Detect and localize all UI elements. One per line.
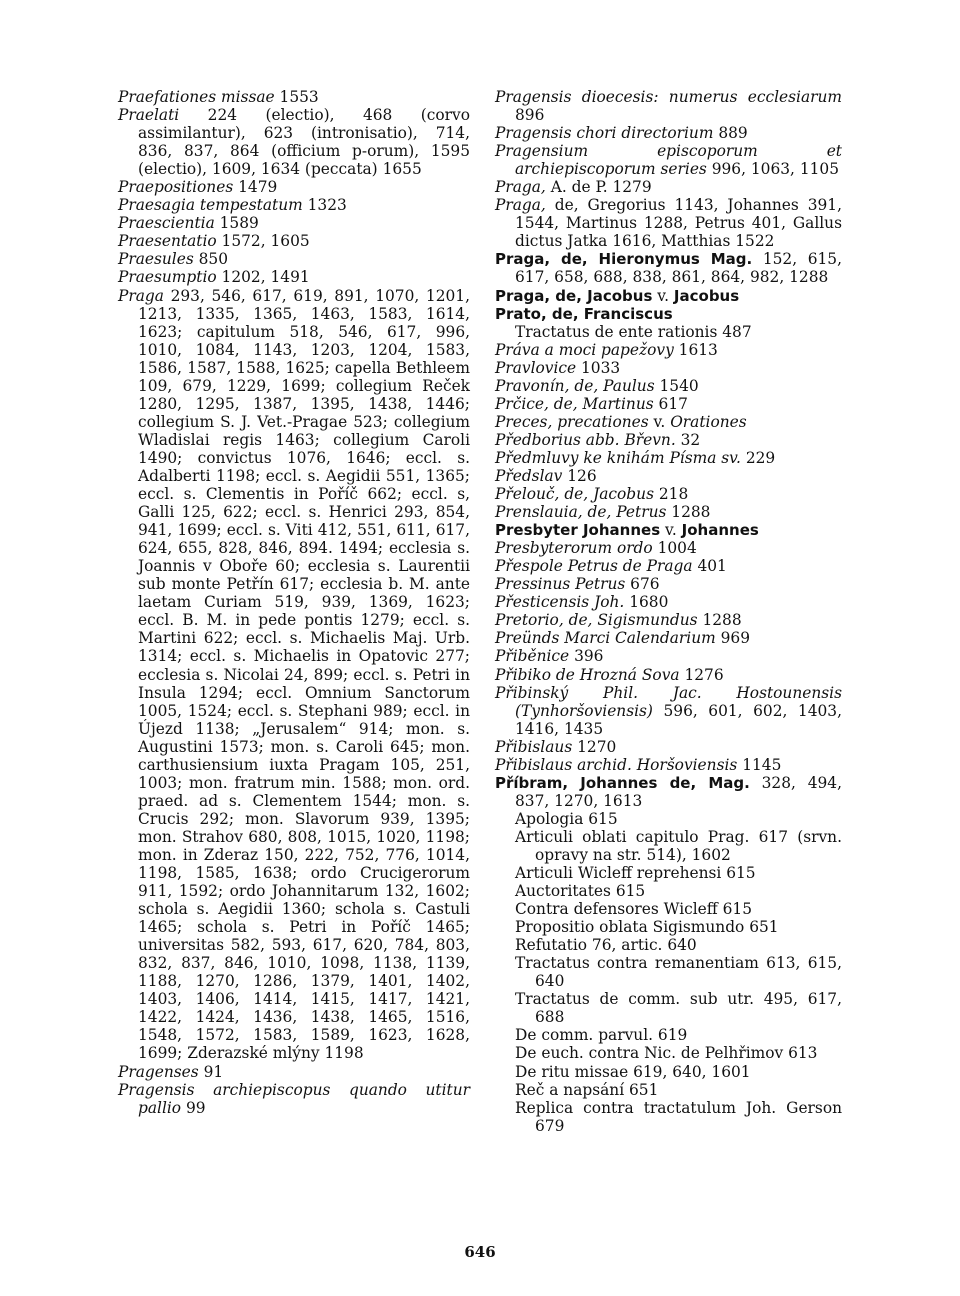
entry-headword: Přiběnice [495,647,570,666]
entry-references: 328, 494, 837, 1270, 1613 [515,773,842,810]
entry-references: De ritu missae 619, 640, 1601 [515,1062,751,1081]
entry-references: A. de P. 1279 [545,178,652,197]
entry-headword: Prato, de, Franciscus [495,304,673,323]
entry-references: v. [652,286,674,305]
cross-reference: Jacobus [673,286,740,305]
entry-headword: Přibislaus [495,737,573,756]
entry-references: 1680 [624,593,669,612]
index-subentry [495,900,842,918]
index-entry [495,647,842,665]
entry-headword: Praescientia [118,214,215,233]
entry-headword: Předslav [495,466,563,485]
entry-references: Reč a napsání 651 [515,1080,659,1099]
entry-references: 224 (electio), 468 (corvo assimilantur), 623 (intronisatio), 714, 836, 837, 864 (officium p-orum), 1595 (electio), 1609, 1634 (peccata) 1655 [138,106,470,179]
entry-references: 1276 [679,665,724,684]
entry-headword: Předborius abb. Břevn. [495,430,676,449]
index-entry [495,377,842,395]
entry-headword: Pressinus Petrus [495,575,626,594]
index-entry [118,232,470,250]
entry-references: 1479 [233,178,278,197]
entry-references: 1323 [302,196,347,215]
index-entry [495,684,842,738]
index-subentry [495,1044,842,1062]
entry-references: 1288 [666,503,711,522]
index-subentry [495,828,842,864]
entry-headword: Praga, [495,178,546,197]
entry-headword: Přesticensis Joh. [495,593,625,612]
entry-references: 152, 615, 617, 658, 688, 838, 861, 864, 982, 1288 [515,250,842,287]
entry-headword: Přelouč, de, Jacobus [495,485,654,504]
entry-references: v. [648,412,671,431]
entry-references: 1613 [673,340,718,359]
entry-headword: Pragensis dioecesis: numerus ecclesiarum [495,88,842,106]
page-number: 646 [464,1243,496,1261]
entry-headword: Praga [118,286,164,305]
entry-references: Tractatus de ente rationis 487 [515,322,752,341]
index-column-right [495,88,842,1135]
entry-references: 1202, 1491 [216,268,310,287]
entry-references: Apologia 615 [515,809,618,828]
index-entry [495,557,842,575]
entry-headword: Presbyter Johannes [495,521,661,540]
entry-headword: Prčice, de, Martinus [495,394,654,413]
entry-headword: Praelati [118,106,180,125]
index-subentry [495,323,842,341]
entry-headword: Pragensis chori directorium [495,124,714,143]
entry-references: Auctoritates 615 [515,882,646,901]
entry-references: 396 [569,647,604,666]
index-entry [495,738,842,756]
index-subentry [495,882,842,900]
entry-headword: Práva a moci papežovy [495,340,674,359]
index-subentry [495,1063,842,1081]
entry-references: 850 [193,250,229,269]
entry-headword: Praepositiones [118,178,234,197]
index-entry [495,521,842,539]
entry-headword: Preünds Marci Calendarium [495,629,716,648]
entry-references: Tractatus contra remanentiam 613, 615, 640 [515,954,842,991]
entry-references: Articuli Wicleff reprehensi 615 [515,864,756,883]
index-entry [495,196,842,250]
entry-references: 1033 [576,358,621,377]
index-entry [118,178,470,196]
index-entry [118,1063,470,1081]
index-entry [118,214,470,232]
entry-headword: Presbyterorum ordo [495,539,653,558]
index-entry [495,539,842,557]
index-entry [495,287,842,305]
index-subentry [495,810,842,828]
entry-headword: Pravonín, de, Paulus [495,376,655,395]
index-entry [495,611,842,629]
cross-reference: Johannes [681,521,759,540]
entry-references: 896 [515,106,545,125]
entry-references: De euch. contra Nic. de Pelhřimov 613 [515,1044,818,1063]
entry-headword: Praga, de, Hieronymus Mag. [495,250,753,269]
index-entry [495,666,842,684]
index-entry [495,305,842,323]
entry-references: 1004 [652,539,697,558]
entry-references: v. [660,521,682,540]
cross-reference: Orationes [670,412,747,431]
entry-headword: Preces, precationes [495,412,649,431]
entry-references: 32 [675,430,701,449]
entry-references: 1540 [654,376,699,395]
entry-references: 1572, 1605 [216,232,310,251]
entry-references: 1145 [737,755,782,774]
entry-headword: Pragensium episcoporum et archiepiscoporum series [495,142,842,179]
entry-references: 889 [713,124,748,143]
index-entry [118,268,470,286]
index-entry [495,359,842,377]
entry-headword: Předmluvy ke knihám Písma sv. [495,448,741,467]
index-entry [495,629,842,647]
entry-headword: Prenslauia, de, Petrus [495,503,667,522]
entry-references: 91 [198,1062,224,1081]
entry-references: 1270 [572,737,617,756]
index-entry [118,287,470,1063]
entry-references: Contra defensores Wicleff 615 [515,900,752,919]
entry-references: 1589 [214,214,259,233]
entry-references: 1288 [697,611,742,630]
entry-headword: Praga, [495,196,546,215]
entry-references: Articuli oblati capitulo Prag. 617 (srvn. opravy na str. 514), 1602 [515,827,842,864]
index-entry [495,395,842,413]
index-entry [495,124,842,142]
index-subentry [495,990,842,1026]
entry-headword: Přibislaus archid. Horšoviensis [495,755,738,774]
index-entry [495,449,842,467]
entry-headword: Pretorio, de, Sigismundus [495,611,698,630]
index-entry [495,575,842,593]
index-entry [495,341,842,359]
entry-headword: Praefationes missae [118,88,275,106]
index-entry [495,593,842,611]
entry-headword: Praesules [118,250,194,269]
entry-headword: Praesentatio [118,232,217,251]
entry-references: 596, 601, 602, 1403, 1416, 1435 [515,701,842,738]
entry-references: 293, 546, 617, 619, 891, 1070, 1201, 1213, 1335, 1365, 1463, 1583, 1614, 1623; capitulum 518, 546, 617, 996, 1010, 1084, 1143, 1203, 1204, 1583, 1586, 1587, 1588, 1625; capella Bethleem 109, 679, 1229, 1699; collegium Reček 1280, 1295, 1387, 1395, 1438, 1446; collegium S. J. Vet.-Pragae 523; collegium Wladislai regis 1463; collegium Caroli 1490; convictus 1076, 1646; eccl. s. Adalberti 1198; eccl. s. Aegidii 551, 1365; eccl. s. Clementis in Poříč 662; eccl. s, Galli 125, 622; eccl. s. Henrici 293, 854, 941, 1699; eccl. s. Viti 412, 551, 611, 617, 624, 655, 828, 846, 894. 1494; ecclesia s. Joannis v Oboře 60; ecclesia s. Laurentii sub monte Petřín 617; ecclesia b. M. ante laetam Curiam 519, 939, 1369, 1623; eccl. B. M. in pede pontis 1279; eccl. s. Martini 622; eccl. s. Michaelis Maj. Urb. 1314; eccl. s. Michaelis in Opatovic 277; ecclesia s. Nicolai 24, 899; eccl. s. Petri in Insula 1294; eccl. Omnium Sanctorum 1005, 1524; eccl. s. Stephani 989; eccl. in Újezd 1138; „Jerusalem“ 914; mon. s. Augustini 1573; mon. s. Caroli 645; mon. carthusiensium iuxta Pragam 105, 251, 1003; mon. fratrum min. 1588; mon. ord. praed. ad s. Clementem 1544; mon. s. Crucis 292; mon. Slavorum 939, 1395; mon. Strahov 680, 808, 1015, 1020, 1198; mon. in Zderaz 150, 222, 752, 776, 1014, 1198, 1585, 1638; ordo Crucigerorum 911, 1592; ordo Johannitarum 132, 1602; schola s. Aegidii 1360; schola s. Castuli 1465; schola s. Petri in Poříč 1465; universitas 582, 593, 617, 620, 784, 803, 832, 837, 846, 1010, 1098, 1138, 1139, 1188, 1270, 1286, 1379, 1401, 1402, 1403, 1406, 1414, 1415, 1417, 1421, 1422, 1424, 1436, 1438, 1465, 1516, 1548, 1572, 1583, 1589, 1623, 1628, 1699; Zderazské mlýny 1198 [138,286,470,1063]
entry-headword: Pragensis archiepiscopus quando utitur pallio [118,1080,470,1117]
entry-headword: Přibiko de Hrozná Sova [495,665,680,684]
entry-headword: Přibinský Phil. Jac. Hostounensis (Tynhoršoviensis) [495,683,842,720]
entry-headword: Pragenses [118,1062,199,1081]
entry-references: 126 [562,466,597,485]
index-entry [495,178,842,196]
index-entry [495,250,842,286]
entry-references: 617 [653,394,688,413]
entry-references: Tractatus de comm. sub utr. 495, 617, 688 [515,990,842,1027]
index-subentry [495,1099,842,1135]
entry-references: De comm. parvul. 619 [515,1026,688,1045]
entry-references: Replica contra tractatulum Joh. Gerson 679 [515,1098,842,1135]
entry-headword: Příbram, Johannes de, Mag. [495,773,750,792]
entry-references: 401 [692,557,727,576]
entry-references: 996, 1063, 1105 [706,160,840,179]
entry-references: 229 [740,448,776,467]
index-subentry [495,936,842,954]
entry-headword: Přespole Petrus de Praga [495,557,693,576]
entry-references: 676 [625,575,660,594]
entry-headword: Praesagia tempestatum [118,196,303,215]
index-entry [118,1081,470,1117]
index-subentry [495,864,842,882]
entry-references: 1553 [274,88,319,106]
index-subentry [495,1081,842,1099]
entry-references: 218 [653,485,689,504]
index-entry [495,756,842,774]
index-entry [495,467,842,485]
entry-headword: Praga, de, Jacobus [495,286,653,305]
index-subentry [495,954,842,990]
entry-headword: Pravlovice [495,358,577,377]
index-subentry [495,1026,842,1044]
index-entry [118,196,470,214]
entry-references: Refutatio 76, artic. 640 [515,936,697,955]
index-subentry [495,918,842,936]
index-entry [118,88,470,106]
index-entry [495,503,842,521]
index-entry [118,250,470,268]
entry-references: Propositio oblata Sigismundo 651 [515,918,779,937]
index-entry [118,106,470,178]
index-column-left [118,88,470,1117]
entry-references: de, Gregorius 1143, Johannes 391, 1544, Martinus 1288, Petrus 401, Gallus dictus Jatka 1616, Matthias 1522 [515,196,842,251]
entry-headword: Praesumptio [118,268,217,287]
index-entry [495,88,842,124]
index-entry [495,485,842,503]
entry-references: 99 [181,1098,206,1117]
index-entry [495,431,842,449]
index-entry [495,413,842,431]
index-entry [495,142,842,178]
index-entry [495,774,842,810]
entry-references: 969 [715,629,751,648]
